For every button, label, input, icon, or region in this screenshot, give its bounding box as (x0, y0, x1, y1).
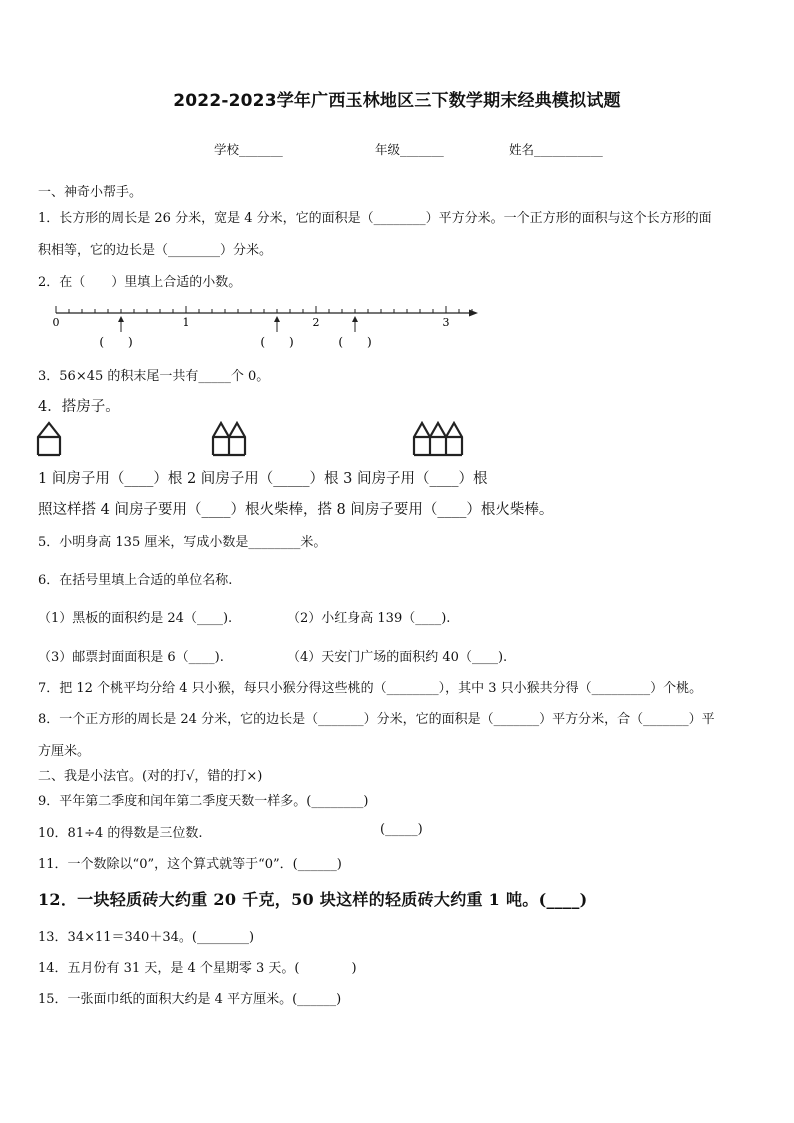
question-1-line-1: 1．长方形的周长是 26 分米，宽是 4 分米，它的面积是（________）平方分米。一个正方形的面积与这个长方形的面 (38, 211, 712, 226)
number-line-answer-1: ( ) (99, 335, 133, 349)
two-houses-icon (211, 421, 251, 457)
number-line-arrow-icon (469, 310, 478, 317)
question-6-part-3: （3）邮票封面面积是 6（____). (38, 650, 224, 665)
question-8-line-2: 方厘米。 (38, 744, 91, 759)
up-arrow-icon (352, 316, 358, 332)
up-arrow-icon (118, 316, 124, 332)
section-2-heading: 二、我是小法官。(对的打√，错的打×) (38, 769, 263, 784)
question-6-part-4: （4）天安门广场的面积约 40（____). (287, 650, 508, 665)
question-13: 13．34×11＝340＋34。(________) (38, 930, 255, 945)
question-10: 10．81÷4 的得数是三位数. (38, 826, 203, 841)
number-line-answer-2: ( ) (260, 335, 294, 349)
three-houses-icon (412, 421, 468, 457)
number-line-answer-3: ( ) (338, 335, 372, 349)
question-4-line-2: 照这样搭 4 间房子要用（____）根火柴棒，搭 8 间房子要用（____）根火柴棒。 (38, 502, 554, 518)
question-12: 12．一块轻质砖大约重 20 千克，50 块这样的轻质砖大约重 1 吨。(____) (38, 890, 588, 909)
question-7: 7．把 12 个桃平均分给 4 只小猴，每只小猴分得这些桃的（________），其中 3 只小猴共分得（_________）个桃。 (38, 681, 703, 696)
number-line-label-3: 3 (442, 316, 450, 329)
number-line-label-2: 2 (312, 316, 320, 329)
number-line-label-0: 0 (52, 316, 60, 329)
question-6: 6．在括号里填上合适的单位名称. (38, 573, 233, 588)
up-arrow-icon (274, 316, 280, 332)
question-4-line-1: 1 间房子用（____）根 2 间房子用（_____）根 3 间房子用（____）根 (38, 471, 488, 487)
question-2: 2．在（ ）里填上合适的小数。 (38, 275, 242, 290)
question-6-part-2: （2）小红身高 139（____). (287, 611, 451, 626)
question-1-line-2: 积相等，它的边长是（________）分米。 (38, 243, 273, 258)
question-5: 5．小明身高 135 厘米，写成小数是________米。 (38, 535, 327, 550)
question-6-part-1: （1）黑板的面积约是 24（____). (38, 611, 233, 626)
school-field: 学校_______ (214, 142, 283, 157)
question-11: 11．一个数除以“0”，这个算式就等于“0”．(______) (38, 857, 342, 872)
question-15: 15．一张面巾纸的面积大约是 4 平方厘米。(______) (38, 992, 342, 1007)
one-house-icon (36, 421, 64, 457)
question-3: 3．56×45 的积末尾一共有_____个 0。 (38, 369, 270, 384)
number-line-ticks (56, 306, 472, 313)
question-8-line-1: 8．一个正方形的周长是 24 分米，它的边长是（_______）分米，它的面积是（_______）平方分米，合（_______）平 (38, 712, 715, 727)
section-1-heading: 一、神奇小帮手。 (38, 185, 143, 200)
page-title: 2022-2023学年广西玉林地区三下数学期末经典模拟试题 (173, 91, 621, 111)
question-9: 9．平年第二季度和闰年第二季度天数一样多。(________) (38, 794, 369, 809)
question-4: 4．搭房子。 (38, 399, 120, 415)
name-field: 姓名___________ (509, 142, 603, 157)
question-14: 14．五月份有 31 天，是 4 个星期零 3 天。( ) (38, 961, 357, 976)
number-line (48, 298, 488, 358)
number-line-label-1: 1 (182, 316, 190, 329)
question-10-answer: (_____) (380, 822, 423, 837)
grade-field: 年级_______ (375, 142, 444, 157)
